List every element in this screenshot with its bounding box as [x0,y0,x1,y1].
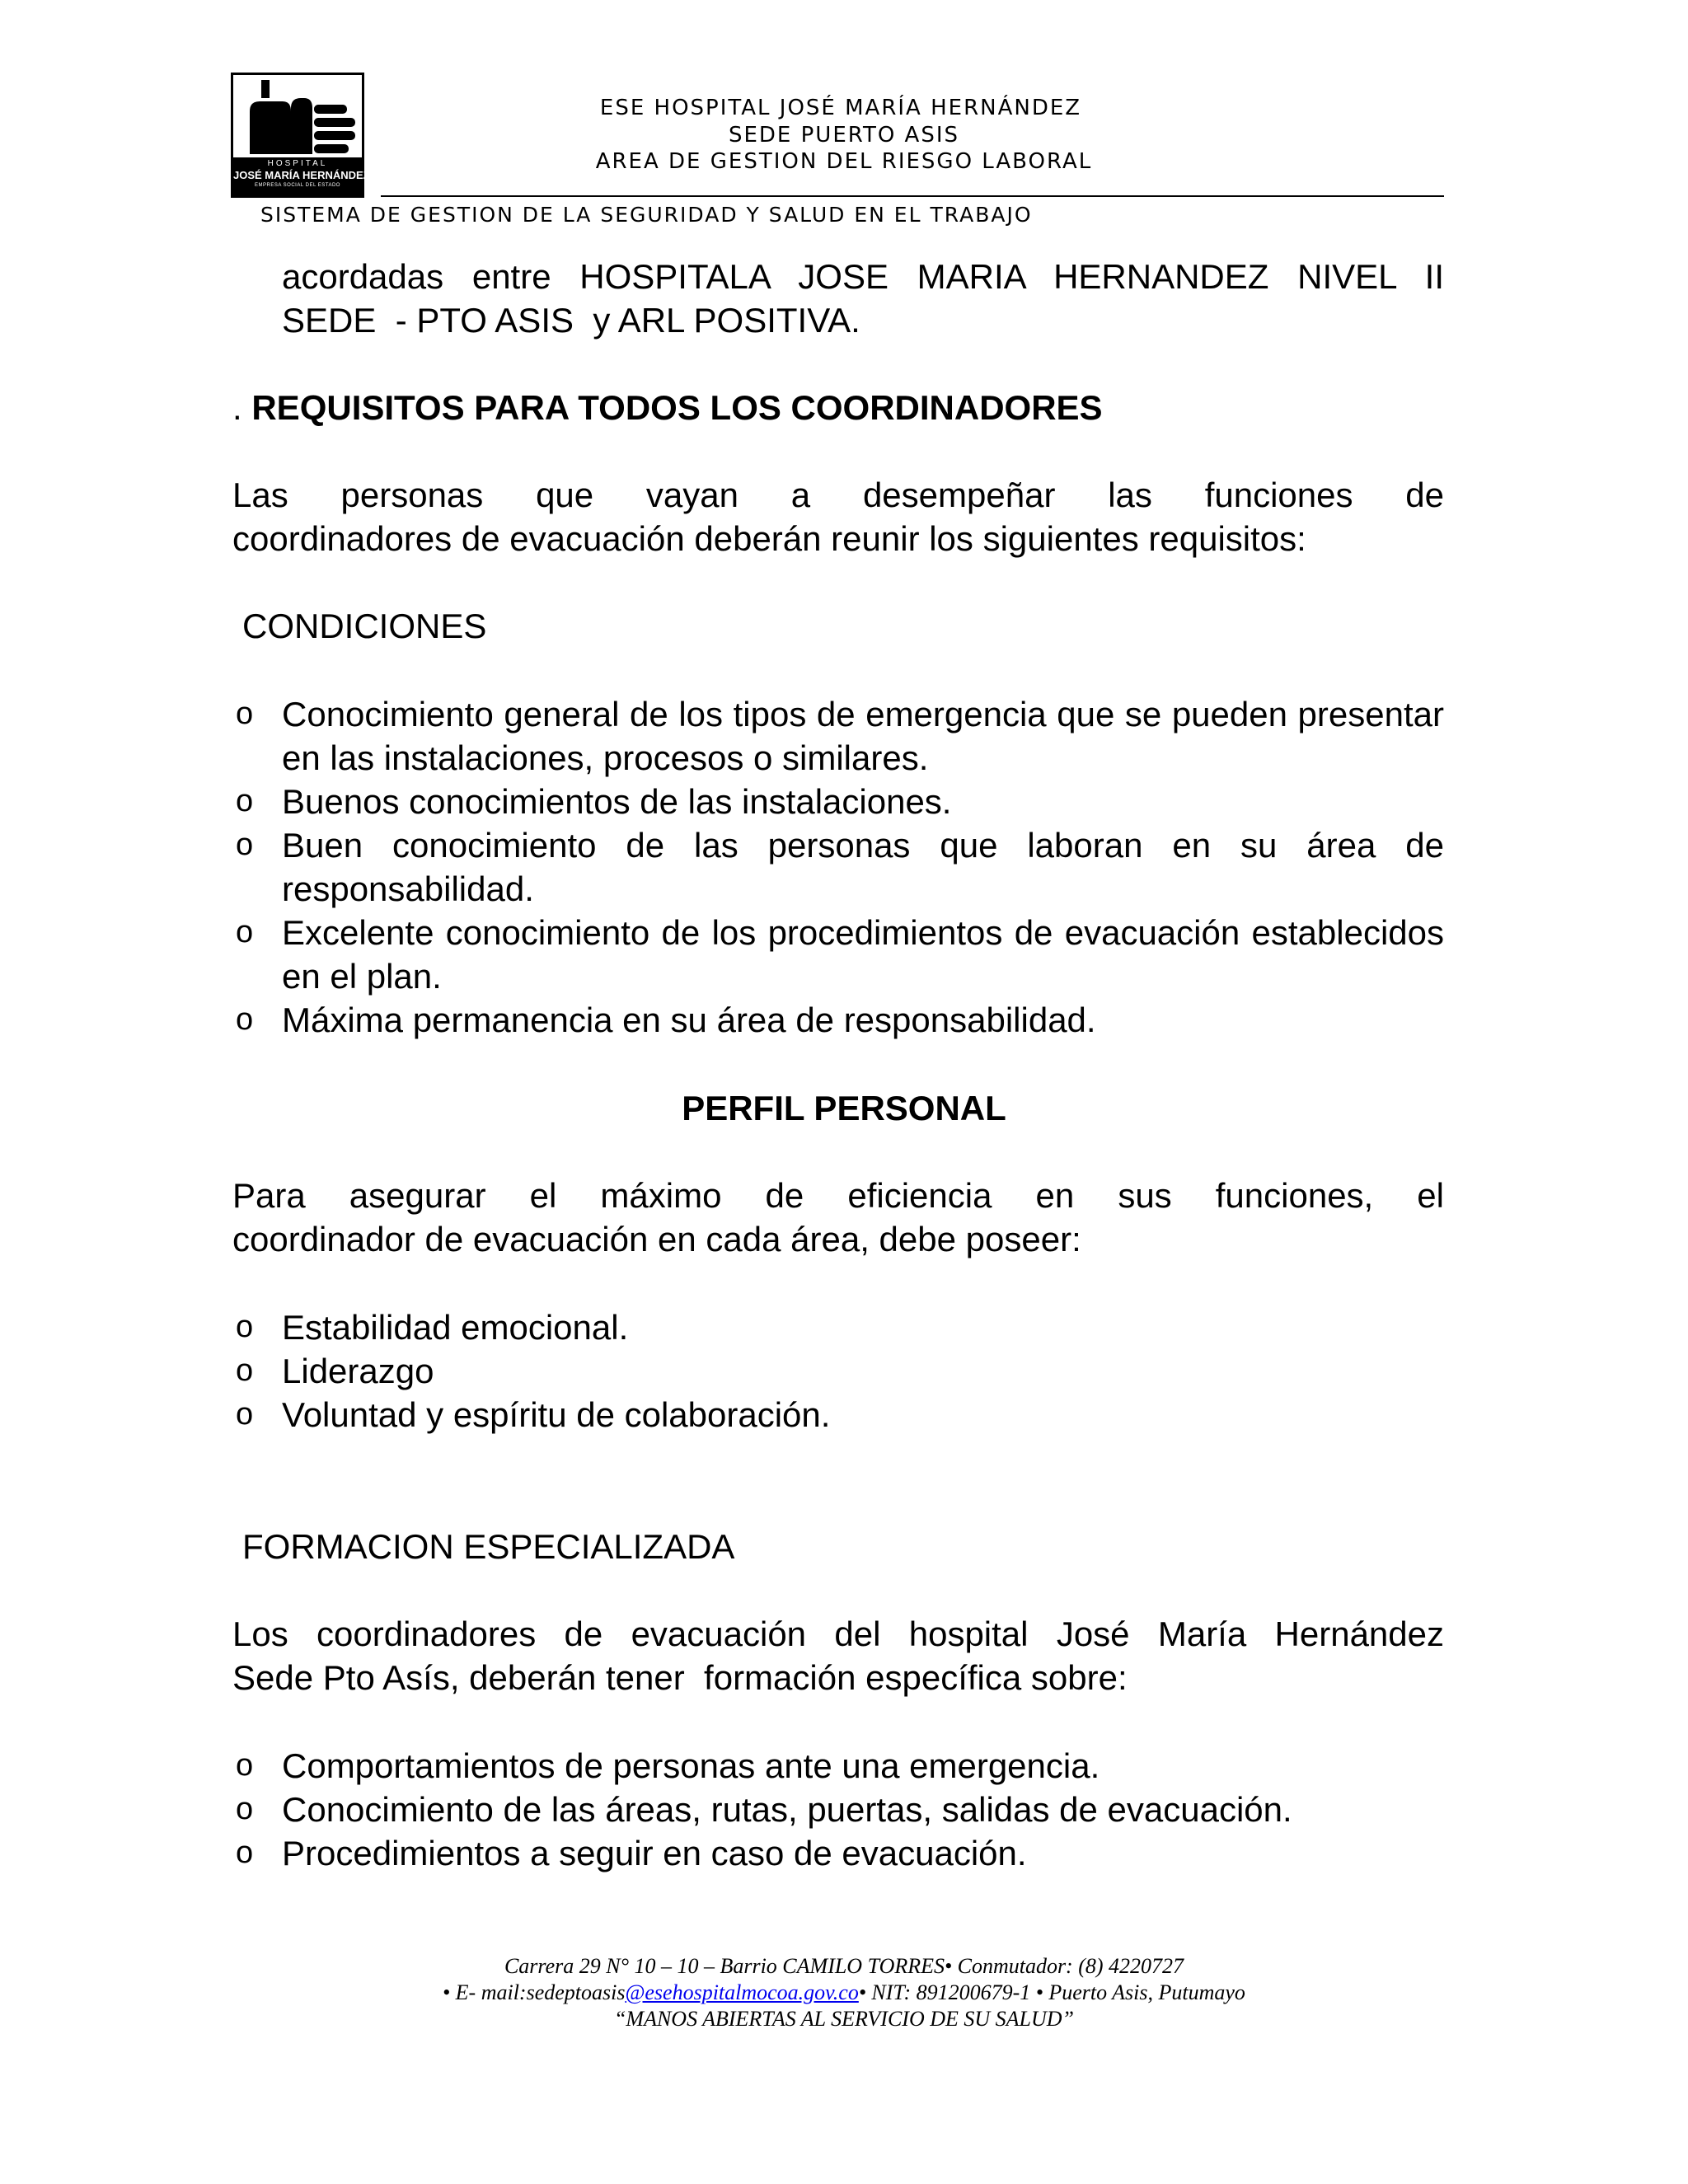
header-site: SEDE PUERTO ASIS [728,123,960,148]
intro-line-2: SEDE - PTO ASIS y ARL POSITIVA. [282,301,860,340]
logo-band-line1: HOSPITAL [267,159,328,168]
training-line-1: Los coordinadores de evacuación del hospital José María Hernández [232,1615,1444,1653]
requirements-paragraph [232,473,1444,560]
requirements-heading [232,386,1103,429]
list-item-text: Estabilidad emocional. [282,1308,629,1347]
list-item [232,998,1444,1042]
list-item-text: Excelente conocimiento de los procedimientos de evacuación establecidos en el plan. [282,913,1444,996]
footer-email-prefix: • E- mail:sedeptoasis [443,1980,626,2004]
list-item [232,1788,1444,1831]
bullet-icon: o [236,1792,254,1826]
profile-line-2: coordinador de evacuación en cada área, debe poseer: [232,1220,1081,1258]
header-hospital-name: ESE HOSPITAL JOSÉ MARÍA HERNÁNDEZ [599,96,1082,120]
bullet-icon: o [236,1353,254,1388]
list-item-text: Voluntad y espíritu de colaboración. [282,1395,831,1434]
list-item [232,692,1444,780]
list-item-text: Conocimiento general de los tipos de emergencia que se pueden presentar en las instalaciones, procesos o similares. [282,695,1444,777]
training-line-2: Sede Pto Asís, deberán tener formación específica sobre: [232,1658,1128,1697]
bullet-icon: o [236,827,254,862]
logo-band-line2: JOSÉ MARÍA HERNÁNDEZ [233,169,370,181]
bullet-icon: o [236,1310,254,1344]
header-divider [381,195,1444,197]
intro-line-1: acordadas entre HOSPITALA JOSE MARIA HERNANDEZ NIVEL II [282,257,1444,296]
training-heading: FORMACION ESPECIALIZADA [242,1527,735,1566]
header-area: AREA DE GESTION DEL RIESGO LABORAL [595,149,1093,174]
list-item [232,1393,1444,1436]
list-item [232,1349,1444,1393]
bullet-icon: o [236,1002,254,1037]
profile-line-1: Para asegurar el máximo de eficiencia en sus funciones, el [232,1176,1444,1215]
footer-address: Carrera 29 N° 10 – 10 – Barrio CAMILO TORRES• Conmutador: (8) 4220727 [504,1954,1184,1978]
list-item [232,823,1444,911]
list-item-text: Comportamientos de personas ante una emergencia. [282,1746,1100,1785]
list-item-text: Buen conocimiento de las personas que laboran en su área de responsabilidad. [282,826,1444,908]
profile-paragraph [232,1174,1444,1261]
training-list [232,1744,1444,1875]
requirements-line-1: Las personas que vayan a desempeñar las funciones de [232,476,1444,514]
bullet-icon: o [236,784,254,818]
footer-contact [0,1980,1688,2005]
list-item [232,1831,1444,1875]
footer-nit-location: • NIT: 891200679-1 • Puerto Asis, Putumayo [858,1980,1245,2004]
list-item-text: Máxima permanencia en su área de responsabilidad. [282,1001,1096,1039]
bullet-icon: o [236,1835,254,1870]
list-item [232,780,1444,823]
conditions-list [232,692,1444,1042]
conditions-heading: CONDICIONES [242,607,487,645]
requirements-heading-prefix: . [232,388,252,427]
list-item [232,1305,1444,1349]
footer-slogan: “MANOS ABIERTAS AL SERVICIO DE SU SALUD” [613,2007,1075,2031]
intro-paragraph [282,255,1444,342]
list-item-text: Procedimientos a seguir en caso de evacuación. [282,1834,1027,1872]
requirements-line-2: coordinadores de evacuación deberán reunir los siguientes requisitos: [232,519,1306,558]
profile-list [232,1305,1444,1436]
bullet-icon: o [236,1397,254,1432]
logo-band-line3: EMPRESA SOCIAL DEL ESTADO [255,183,340,188]
list-item [232,1744,1444,1788]
bullet-icon: o [236,1748,254,1783]
footer-email-link[interactable]: @esehospitalmocoa.gov.co [625,1980,859,2004]
list-item [232,911,1444,998]
list-item-text: Conocimiento de las áreas, rutas, puertas, salidas de evacuación. [282,1790,1292,1829]
requirements-heading-text: REQUISITOS PARA TODOS LOS COORDINADORES [251,388,1103,427]
bullet-icon: o [236,696,254,731]
list-item-text: Liderazgo [282,1352,434,1390]
profile-heading: PERFIL PERSONAL [682,1089,1006,1127]
header-system-title: SISTEMA DE GESTION DE LA SEGURIDAD Y SALUD EN EL TRABAJO [260,203,1033,227]
bullet-icon: o [236,915,254,949]
list-item-text: Buenos conocimientos de las instalaciones. [282,782,952,821]
training-paragraph [232,1612,1444,1699]
